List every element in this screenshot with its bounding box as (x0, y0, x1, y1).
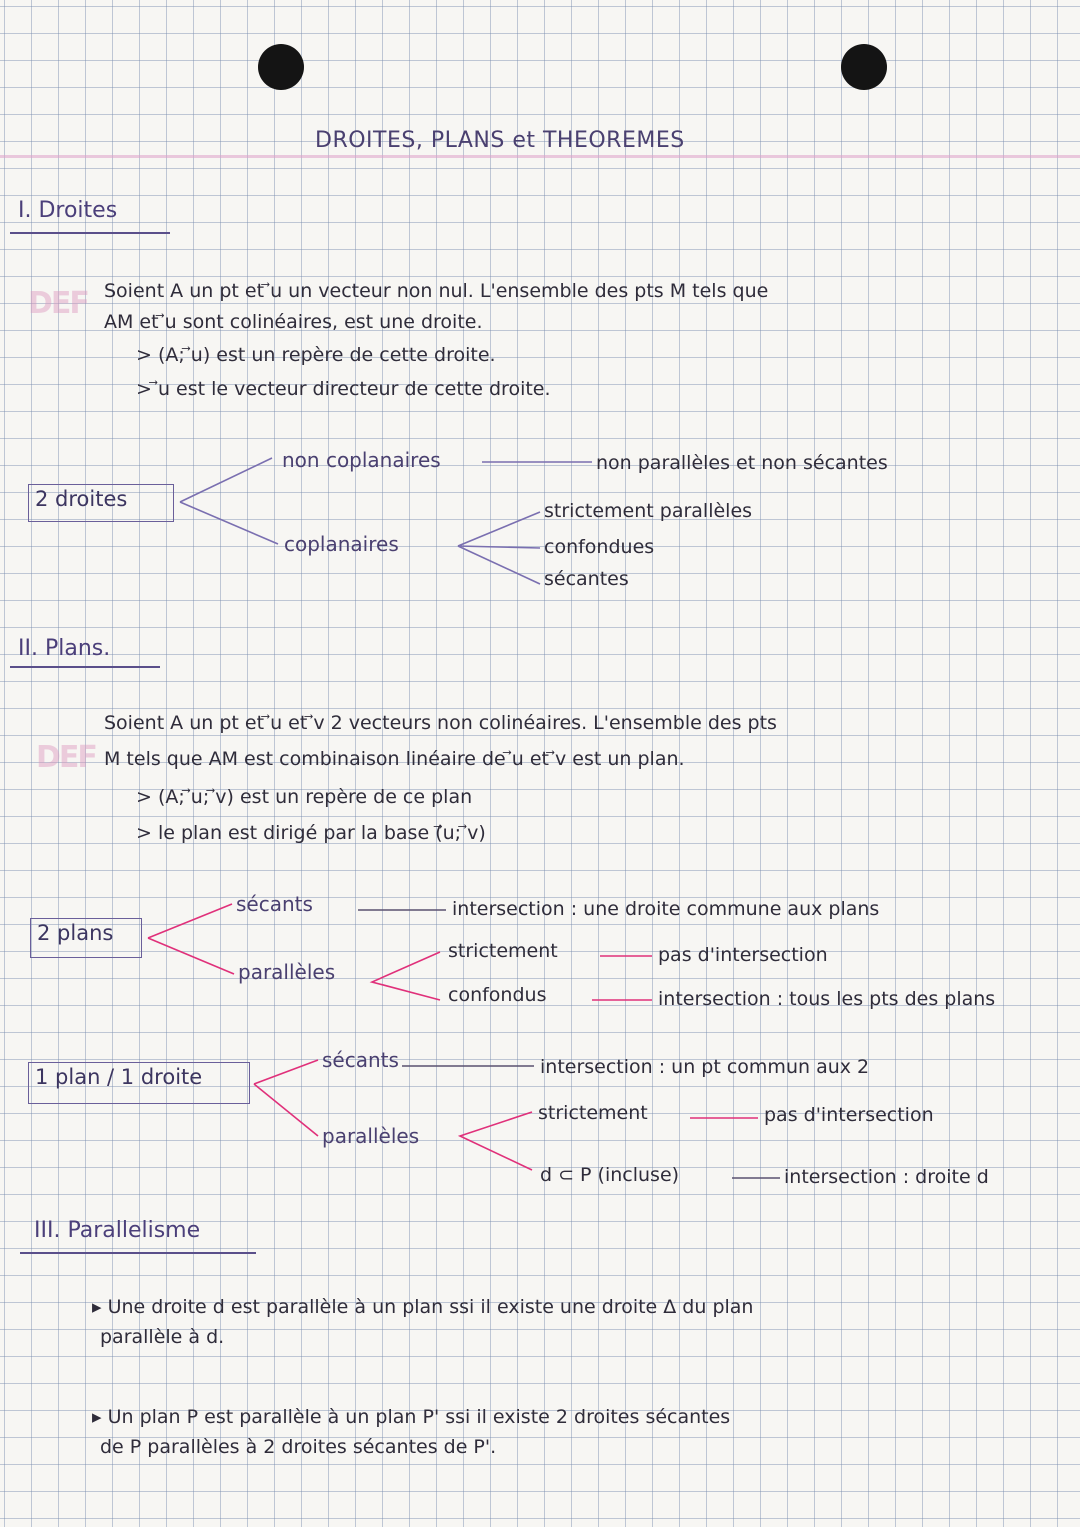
leaf-secantes: sécantes (544, 568, 629, 590)
node-non-coplanaires: non coplanaires (282, 448, 441, 472)
def-line: > le plan est dirigé par la base (⃗u; ⃗v) (136, 822, 486, 844)
leaf-strictement-paralleles: strictement parallèles (544, 500, 753, 522)
node-paralleles: parallèles (238, 960, 336, 984)
def-tag: DEF (36, 740, 96, 775)
def-line: > (A; ⃗u; ⃗v) est un repère de ce plan (136, 786, 473, 808)
def-line: Soient A un pt et ⃗u un vecteur non nul. L'ensemble des pts M tels que (104, 280, 769, 302)
def-line: M tels que AM est combinaison linéaire de ⃗u et ⃗v est un plan. (104, 748, 685, 770)
def-line: > (A; ⃗u) est un repère de cette droite. (136, 344, 496, 366)
def-line: Soient A un pt et ⃗u et ⃗v 2 vecteurs non colinéaires. L'ensemble des pts (104, 712, 777, 734)
theorem-line: ▸ Un plan P est parallèle à un plan P' ssi il existe 2 droites sécantes (92, 1406, 731, 1428)
sub-strictement: strictement (448, 940, 558, 962)
def-line: > ⃗u est le vecteur directeur de cette droite. (136, 378, 551, 400)
node-secants: sécants (322, 1048, 399, 1072)
leaf-secants: intersection : un pt commun aux 2 (540, 1056, 870, 1078)
page-title: DROITES, PLANS et THEOREMES (315, 128, 685, 153)
node-coplanaires: coplanaires (284, 532, 399, 556)
tree-root-2-plans: 2 plans (30, 918, 142, 958)
sub-strictement: strictement (538, 1102, 648, 1124)
sub-incluse: d ⊂ P (incluse) (540, 1164, 680, 1186)
section-heading-plans: II. Plans. (18, 636, 111, 661)
tree-root-plan-droite: 1 plan / 1 droite (28, 1062, 250, 1104)
leaf-confondues: confondues (544, 536, 655, 558)
sub-confondus: confondus (448, 984, 547, 1006)
def-tag: DEF (28, 286, 88, 321)
leaf-non-paralleles: non parallèles et non sécantes (596, 452, 888, 474)
leaf-secants: intersection : une droite commune aux plans (452, 898, 880, 920)
leaf-strictement: pas d'intersection (658, 944, 828, 966)
section-heading-parallelisme: III. Parallelisme (34, 1218, 201, 1243)
leaf-confondus: intersection : tous les pts des plans (658, 988, 996, 1010)
def-line: AM et ⃗u sont colinéaires, est une droite. (104, 311, 483, 333)
node-secants: sécants (236, 892, 313, 916)
theorem-line: ▸ Une droite d est parallèle à un plan ssi il existe une droite Δ du plan (92, 1296, 754, 1318)
leaf-incluse: intersection : droite d (784, 1166, 989, 1188)
node-paralleles: parallèles (322, 1124, 420, 1148)
tree-root-2-droites: 2 droites (28, 484, 174, 522)
theorem-line: parallèle à d. (100, 1326, 225, 1348)
leaf-strictement: pas d'intersection (764, 1104, 934, 1126)
section-heading-droites: I. Droites (18, 198, 118, 223)
theorem-line: de P parallèles à 2 droites sécantes de P'. (100, 1436, 497, 1458)
